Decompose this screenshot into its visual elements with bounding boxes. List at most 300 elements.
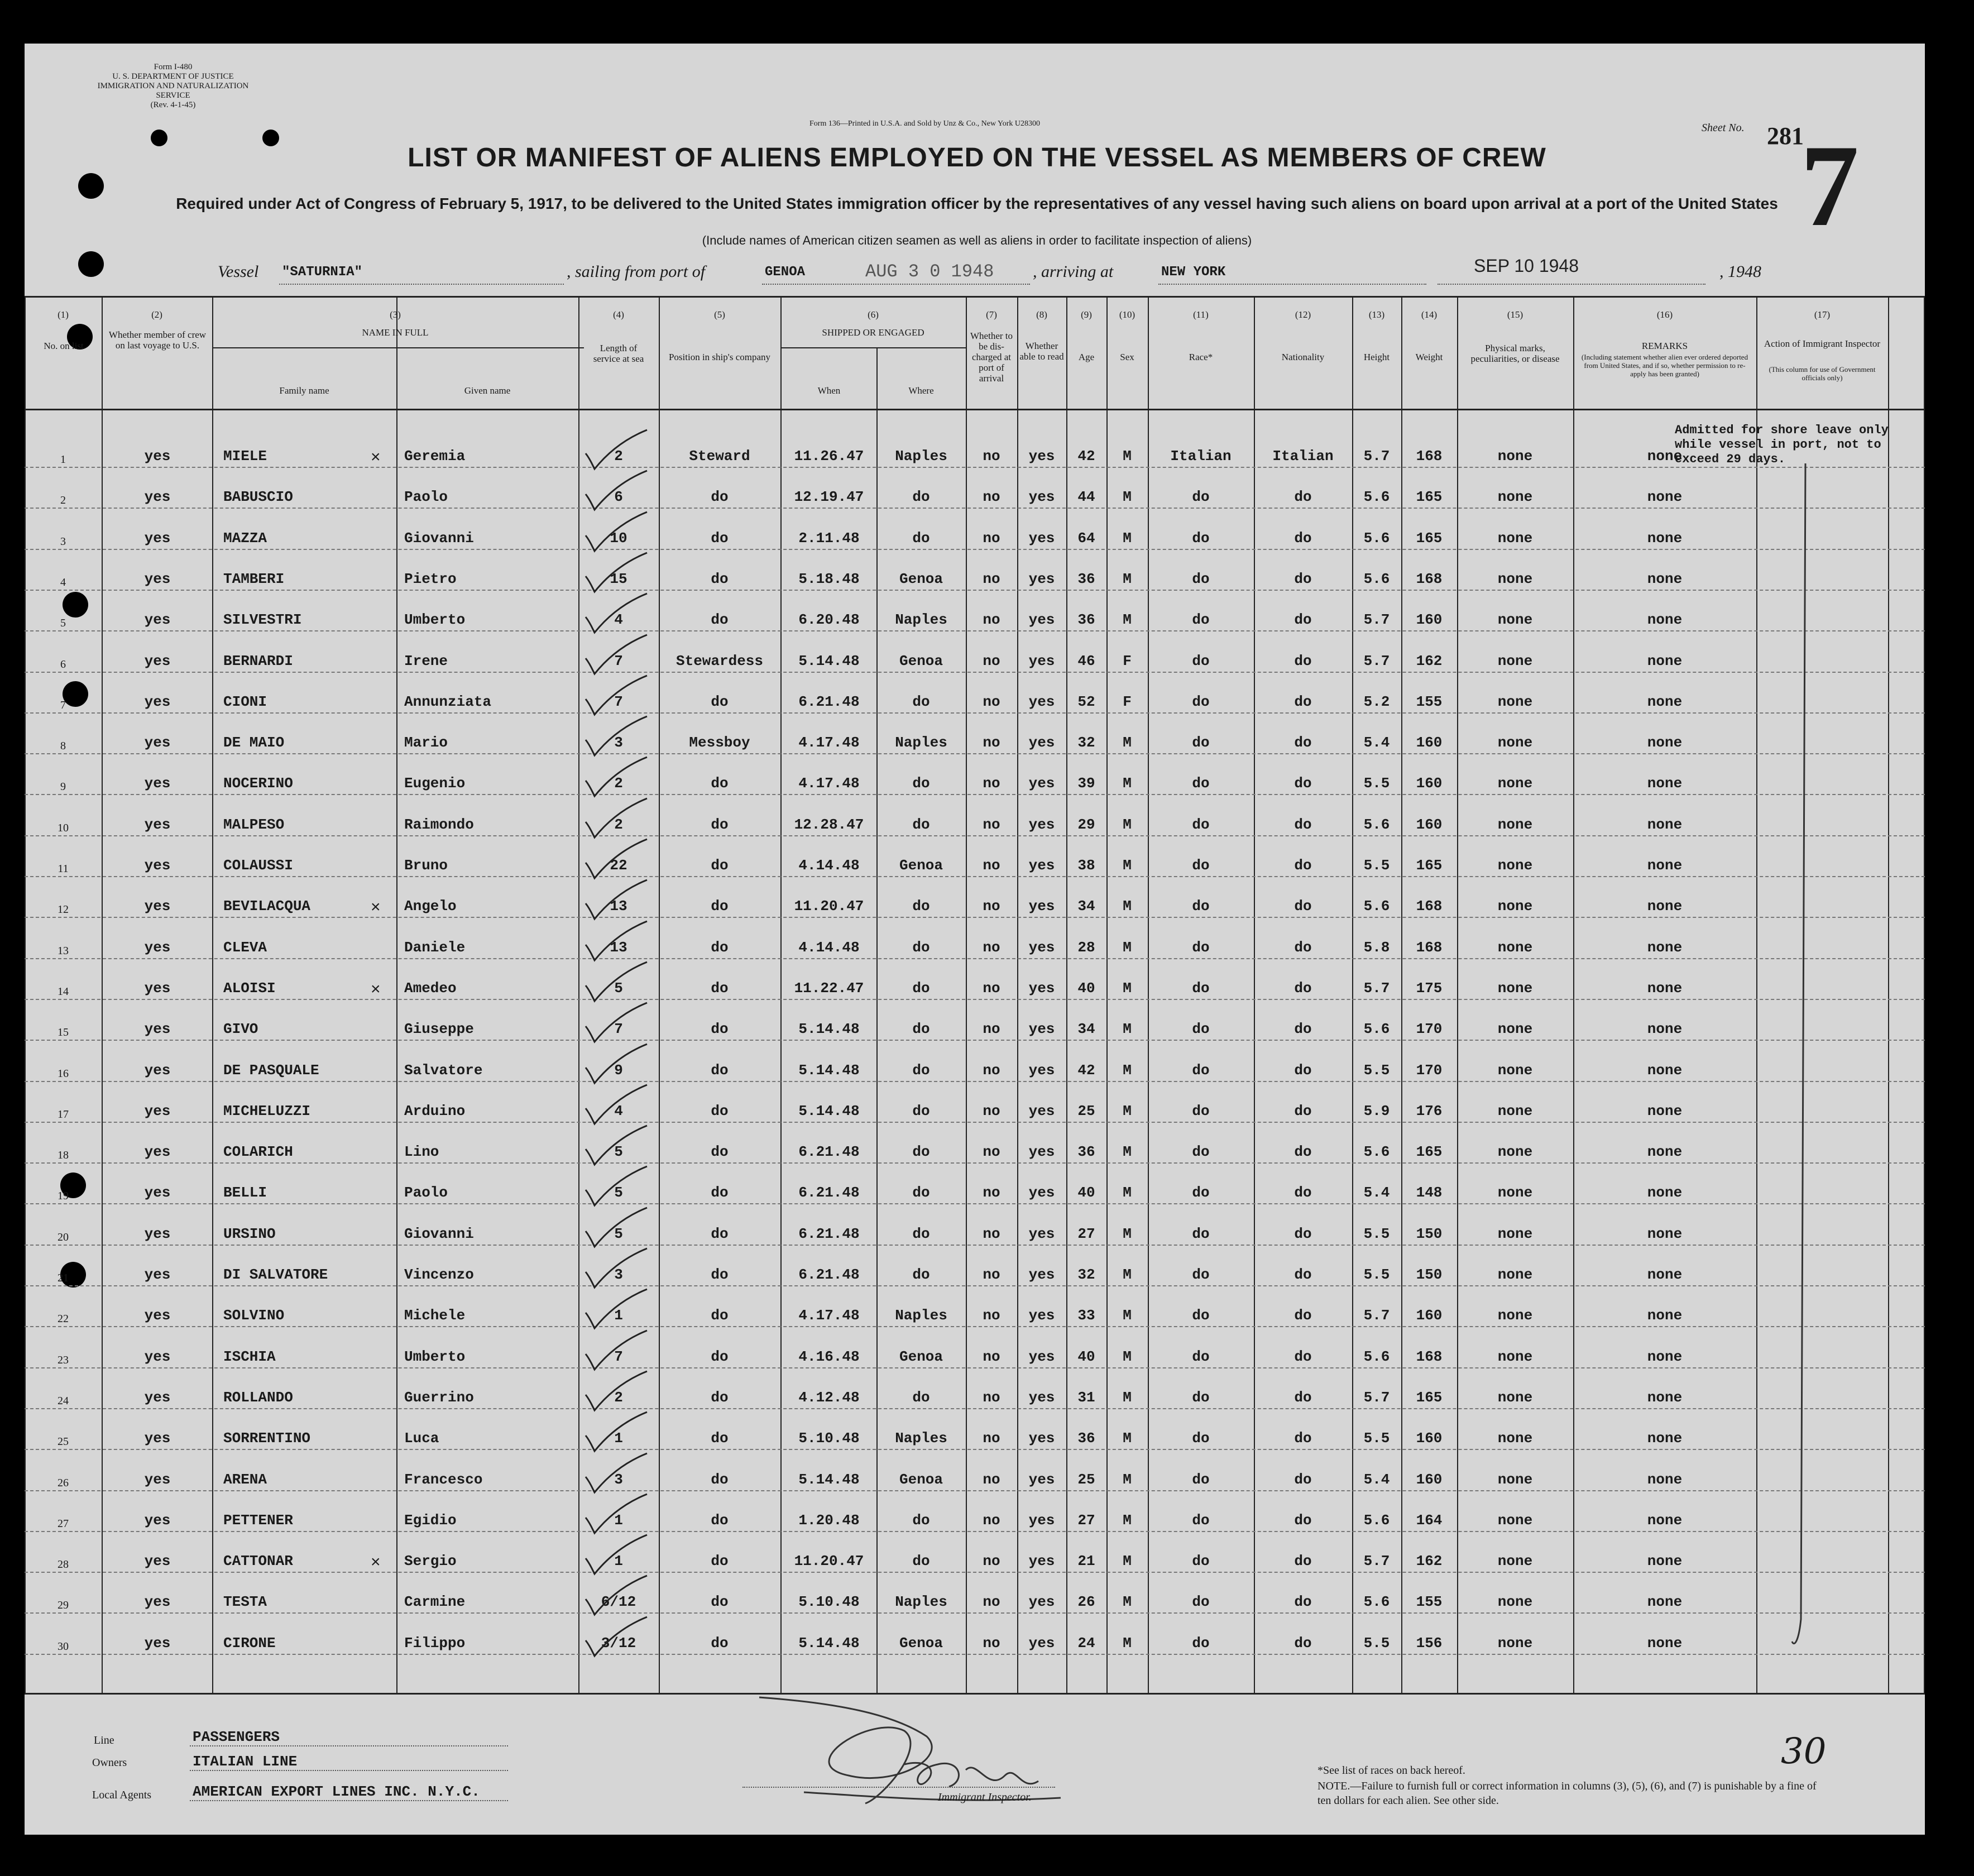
cell-height: 5.7 xyxy=(1363,1389,1390,1406)
cell-family: TAMBERI xyxy=(223,570,285,587)
cell-when: 5.14.48 xyxy=(798,1102,860,1119)
cell-where: do xyxy=(912,775,930,792)
cell-disch: no xyxy=(983,1266,1000,1283)
header-weight: Weight xyxy=(1415,352,1443,362)
cell-remarks: none xyxy=(1647,939,1683,956)
row-number: 10 xyxy=(58,821,69,834)
header-discharged: Whether to be dis-charged at port of arrival xyxy=(970,331,1013,384)
cell-height: 5.6 xyxy=(1363,489,1390,506)
cell-where: Genoa xyxy=(899,1634,943,1652)
check-mark-icon xyxy=(580,673,658,718)
cell-read: yes xyxy=(1028,775,1055,792)
cell-where: do xyxy=(912,1143,930,1161)
cell-phys: none xyxy=(1497,448,1533,465)
cell-read: yes xyxy=(1028,611,1055,629)
check-mark-icon xyxy=(580,1083,658,1127)
cell-height: 5.6 xyxy=(1363,1593,1390,1611)
cell-sex: M xyxy=(1123,816,1132,833)
cell-when: 11.22.47 xyxy=(794,979,864,997)
cell-read: yes xyxy=(1028,979,1055,997)
cell-disch: no xyxy=(983,775,1000,792)
cell-remarks: none xyxy=(1647,529,1683,547)
cell-position: do xyxy=(711,898,729,915)
cell-weight: 160 xyxy=(1416,1307,1443,1324)
cell-read: yes xyxy=(1028,1634,1055,1652)
cell-given: Giovanni xyxy=(404,1225,474,1242)
cell-weight: 162 xyxy=(1416,1553,1443,1570)
cell-disch: no xyxy=(983,857,1000,874)
vessel-label: Vessel xyxy=(218,262,259,281)
row-number: 23 xyxy=(58,1353,69,1366)
cell-nat: do xyxy=(1294,734,1312,752)
cell-service: 1 xyxy=(614,1430,623,1447)
header-shipped: SHIPPED OR ENGAGED xyxy=(822,327,924,338)
cell-age: 40 xyxy=(1077,979,1095,997)
row-rule xyxy=(25,958,1925,959)
col-num: (11) xyxy=(1193,309,1209,320)
cell-when: 4.14.48 xyxy=(798,857,860,874)
cell-age: 64 xyxy=(1077,529,1095,547)
cell-weight: 156 xyxy=(1416,1634,1443,1652)
cell-disch: no xyxy=(983,1430,1000,1447)
cell-remarks: none xyxy=(1647,570,1683,587)
cell-remarks: none xyxy=(1647,1061,1683,1079)
sheet-number: 281 xyxy=(1767,122,1804,150)
cell-sex: M xyxy=(1123,1389,1132,1406)
cell-sex: M xyxy=(1123,489,1132,506)
cell-disch: no xyxy=(983,734,1000,752)
cell-service: 1 xyxy=(614,1553,623,1570)
x-mark-icon: × xyxy=(371,898,381,917)
cell-read: yes xyxy=(1028,1553,1055,1570)
cell-position: Steward xyxy=(689,448,750,465)
cell-given: Bruno xyxy=(404,857,448,874)
check-mark-icon xyxy=(580,878,658,922)
cell-disch: no xyxy=(983,1471,1000,1488)
cell-service: 5 xyxy=(614,1143,623,1161)
cell-race: do xyxy=(1192,652,1210,669)
cell-race: do xyxy=(1192,1430,1210,1447)
row-number: 4 xyxy=(60,576,66,588)
cell-where: do xyxy=(912,1021,930,1038)
cell-phys: none xyxy=(1497,1553,1533,1570)
cell-sex: M xyxy=(1123,939,1132,956)
cell-sex: M xyxy=(1123,1307,1132,1324)
cell-nat: do xyxy=(1294,939,1312,956)
cell-weight: 150 xyxy=(1416,1266,1443,1283)
arrival-stamp: SEP 10 1948 xyxy=(1474,256,1579,276)
remark-note-line: exceed 29 days. xyxy=(1675,452,1786,466)
cell-race: do xyxy=(1192,1511,1210,1529)
cell-age: 32 xyxy=(1077,1266,1095,1283)
cell-height: 5.6 xyxy=(1363,529,1390,547)
x-mark-icon: × xyxy=(371,448,381,466)
cell-remarks: none xyxy=(1647,1307,1683,1324)
cell-nat: do xyxy=(1294,489,1312,506)
cell-sex: M xyxy=(1123,979,1132,997)
cell-given: Michele xyxy=(404,1307,466,1324)
cell-family: DE MAIO xyxy=(223,734,285,752)
cell-when: 4.17.48 xyxy=(798,734,860,752)
col-num: (10) xyxy=(1119,309,1135,320)
cell-age: 46 xyxy=(1077,652,1095,669)
cell-phys: none xyxy=(1497,857,1533,874)
cell-phys: none xyxy=(1497,1389,1533,1406)
cell-family: CIRONE xyxy=(223,1634,276,1652)
col-num: (1) xyxy=(58,309,69,320)
check-mark-icon xyxy=(580,1205,658,1250)
row-rule xyxy=(25,630,1925,631)
col-num: (16) xyxy=(1656,309,1673,320)
cell-family: MICHELUZZI xyxy=(223,1102,311,1119)
remark-note-line: Admitted for shore leave only xyxy=(1675,423,1889,437)
row-rule xyxy=(25,1245,1925,1246)
cell-remarks: none xyxy=(1647,611,1683,629)
cell-read: yes xyxy=(1028,1184,1055,1202)
cell-race: do xyxy=(1192,1102,1210,1119)
cell-read: yes xyxy=(1028,448,1055,465)
row-number: 8 xyxy=(60,740,66,753)
cell-family: BERNARDI xyxy=(223,652,293,669)
cell-when: 12.28.47 xyxy=(794,816,864,833)
cell-when: 4.17.48 xyxy=(798,1307,860,1324)
cell-weight: 168 xyxy=(1416,939,1443,956)
cell-race: do xyxy=(1192,857,1210,874)
cell-when: 5.10.48 xyxy=(798,1593,860,1611)
cell-nat: do xyxy=(1294,693,1312,710)
cell-race: do xyxy=(1192,1307,1210,1324)
cell-sex: M xyxy=(1123,1061,1132,1079)
row-rule xyxy=(25,999,1925,1000)
cell-when: 12.19.47 xyxy=(794,489,864,506)
cell-given: Irene xyxy=(404,652,448,669)
cell-race: do xyxy=(1192,979,1210,997)
cell-crew: yes xyxy=(144,529,171,547)
cell-phys: none xyxy=(1497,1430,1533,1447)
cell-age: 44 xyxy=(1077,489,1095,506)
cell-weight: 165 xyxy=(1416,857,1443,874)
cell-weight: 165 xyxy=(1416,489,1443,506)
cell-given: Daniele xyxy=(404,939,466,956)
cell-height: 5.6 xyxy=(1363,898,1390,915)
cell-position: do xyxy=(711,775,729,792)
cell-where: Genoa xyxy=(899,1348,943,1365)
cell-sex: F xyxy=(1123,693,1132,710)
row-rule xyxy=(25,917,1925,918)
cell-where: Naples xyxy=(895,1430,947,1447)
row-number: 30 xyxy=(58,1640,69,1653)
cell-height: 5.8 xyxy=(1363,939,1390,956)
cell-given: Paolo xyxy=(404,489,448,506)
cell-sex: M xyxy=(1123,1471,1132,1488)
cell-sex: M xyxy=(1123,857,1132,874)
cell-race: do xyxy=(1192,1471,1210,1488)
cell-sex: M xyxy=(1123,570,1132,587)
department-block xyxy=(84,63,262,110)
row-rule xyxy=(25,1162,1925,1164)
check-mark-icon xyxy=(580,1246,658,1291)
cell-position: do xyxy=(711,693,729,710)
row-rule xyxy=(25,467,1925,468)
cell-position: do xyxy=(711,816,729,833)
cell-given: Mario xyxy=(404,734,448,752)
row-number: 24 xyxy=(58,1394,69,1407)
cell-service: 3 xyxy=(614,734,623,752)
cell-sex: M xyxy=(1123,1511,1132,1529)
cell-height: 5.7 xyxy=(1363,652,1390,669)
cell-disch: no xyxy=(983,1634,1000,1652)
cell-disch: no xyxy=(983,1143,1000,1161)
cell-when: 4.16.48 xyxy=(798,1348,860,1365)
row-number: 13 xyxy=(58,944,69,957)
cell-nat: do xyxy=(1294,1553,1312,1570)
cell-age: 25 xyxy=(1077,1471,1095,1488)
x-mark-icon: × xyxy=(371,979,381,998)
header-name-full: NAME IN FULL xyxy=(362,327,429,338)
cell-race: do xyxy=(1192,1266,1210,1283)
row-rule xyxy=(25,712,1925,714)
row-number: 5 xyxy=(60,617,66,630)
row-number: 21 xyxy=(58,1272,69,1284)
cell-weight: 168 xyxy=(1416,898,1443,915)
cell-family: DE PASQUALE xyxy=(223,1061,319,1079)
arriving-port: NEW YORK xyxy=(1161,265,1226,280)
check-mark-icon xyxy=(580,551,658,595)
cell-when: 6.21.48 xyxy=(798,1184,860,1202)
row-number: 2 xyxy=(60,494,66,507)
cell-read: yes xyxy=(1028,1021,1055,1038)
cell-remarks: none xyxy=(1647,1348,1683,1365)
cell-crew: yes xyxy=(144,1511,171,1529)
cell-position: do xyxy=(711,1348,729,1365)
check-mark-icon xyxy=(580,1042,658,1087)
cell-nat: do xyxy=(1294,1389,1312,1406)
cell-age: 27 xyxy=(1077,1511,1095,1529)
cell-crew: yes xyxy=(144,1593,171,1611)
cell-remarks: none xyxy=(1647,1102,1683,1119)
cell-where: Naples xyxy=(895,1593,947,1611)
cell-position: do xyxy=(711,1553,729,1570)
cell-height: 5.7 xyxy=(1363,1553,1390,1570)
cell-nat: do xyxy=(1294,1225,1312,1242)
cell-phys: none xyxy=(1497,939,1533,956)
cell-phys: none xyxy=(1497,570,1533,587)
cell-age: 40 xyxy=(1077,1184,1095,1202)
footer-owners-value: ITALIAN LINE xyxy=(193,1753,298,1770)
header-position: Position in ship's company xyxy=(668,352,771,362)
check-mark-icon xyxy=(580,1573,658,1618)
cell-disch: no xyxy=(983,1348,1000,1365)
cell-service: 4 xyxy=(614,611,623,629)
col-num: (14) xyxy=(1421,309,1438,320)
cell-remarks: none xyxy=(1647,1430,1683,1447)
cell-phys: none xyxy=(1497,775,1533,792)
cell-given: Sergio xyxy=(404,1553,457,1570)
cell-nat: do xyxy=(1294,1102,1312,1119)
cell-position: do xyxy=(711,1430,729,1447)
cell-disch: no xyxy=(983,898,1000,915)
cell-remarks: none xyxy=(1647,1143,1683,1161)
cell-where: Naples xyxy=(895,734,947,752)
row-rule xyxy=(25,1572,1925,1573)
cell-nat: do xyxy=(1294,1430,1312,1447)
cell-where: do xyxy=(912,1102,930,1119)
cell-height: 5.7 xyxy=(1363,611,1390,629)
col-num: (13) xyxy=(1368,309,1385,320)
cell-disch: no xyxy=(983,1225,1000,1242)
row-number: 18 xyxy=(58,1149,69,1162)
cell-service: 7 xyxy=(614,652,623,669)
cell-weight: 168 xyxy=(1416,570,1443,587)
cell-nat: do xyxy=(1294,1184,1312,1202)
cell-position: do xyxy=(711,529,729,547)
handwritten-page-number: 7 xyxy=(1800,121,1859,251)
cell-remarks: none xyxy=(1647,652,1683,669)
cell-remarks: none xyxy=(1647,693,1683,710)
cell-crew: yes xyxy=(144,979,171,997)
cell-given: Vincenzo xyxy=(404,1266,474,1283)
row-rule xyxy=(25,794,1925,795)
cell-given: Salvatore xyxy=(404,1061,483,1079)
cell-race: do xyxy=(1192,898,1210,915)
cell-sex: M xyxy=(1123,775,1132,792)
cell-sex: M xyxy=(1123,611,1132,629)
year-label: , 1948 xyxy=(1719,262,1761,281)
cell-where: do xyxy=(912,939,930,956)
row-rule xyxy=(25,1449,1925,1450)
cell-given: Geremia xyxy=(404,448,466,465)
cell-age: 42 xyxy=(1077,448,1095,465)
cell-remarks: none xyxy=(1647,898,1683,915)
row-number: 19 xyxy=(58,1190,69,1203)
cell-family: ISCHIA xyxy=(223,1348,276,1365)
cell-crew: yes xyxy=(144,1430,171,1447)
cell-when: 5.14.48 xyxy=(798,1471,860,1488)
check-mark-icon xyxy=(580,1001,658,1045)
cell-read: yes xyxy=(1028,1348,1055,1365)
footer-line-value: PASSENGERS xyxy=(193,1729,280,1745)
page-title: LIST OR MANIFEST OF ALIENS EMPLOYED ON THE VESSEL AS MEMBERS OF CREW xyxy=(408,143,1546,173)
cell-height: 5.5 xyxy=(1363,1061,1390,1079)
cell-remarks: none xyxy=(1647,979,1683,997)
cell-nat: Italian xyxy=(1272,448,1334,465)
cell-age: 40 xyxy=(1077,1348,1095,1365)
cell-family: SILVESTRI xyxy=(223,611,302,629)
cell-sex: M xyxy=(1123,1430,1132,1447)
cell-race: do xyxy=(1192,1348,1210,1365)
cell-given: Paolo xyxy=(404,1184,448,1202)
cell-crew: yes xyxy=(144,1471,171,1488)
cell-weight: 176 xyxy=(1416,1102,1443,1119)
cell-height: 5.4 xyxy=(1363,1471,1390,1488)
sailing-port: GENOA xyxy=(765,265,806,280)
cell-when: 11.20.47 xyxy=(794,898,864,915)
cell-given: Annunziata xyxy=(404,693,492,710)
cell-remarks: none xyxy=(1647,1634,1683,1652)
cell-nat: do xyxy=(1294,1593,1312,1611)
cell-service: 6 xyxy=(614,489,623,506)
cell-where: do xyxy=(912,816,930,833)
cell-nat: do xyxy=(1294,1471,1312,1488)
department-name: U. S. DEPARTMENT OF JUSTICE xyxy=(112,72,234,81)
cell-when: 6.21.48 xyxy=(798,1143,860,1161)
cell-where: Genoa xyxy=(899,1471,943,1488)
service-name: IMMIGRATION AND NATURALIZATION SERVICE xyxy=(97,82,249,100)
note-text: —Failure to furnish full or correct information in columns (3), (5), (6), and (7) is punishable by a fine of ten dollars for each alien. See other side. xyxy=(1317,1780,1817,1807)
cell-sex: M xyxy=(1123,1266,1132,1283)
cell-crew: yes xyxy=(144,734,171,752)
cell-service: 5 xyxy=(614,1225,623,1242)
cell-nat: do xyxy=(1294,1634,1312,1652)
cell-family: BABUSCIO xyxy=(223,489,293,506)
cell-service: 5 xyxy=(614,1184,623,1202)
cell-crew: yes xyxy=(144,775,171,792)
cell-when: 5.14.48 xyxy=(798,652,860,669)
printer-line: Form 136—Printed in U.S.A. and Sold by Unz & Co., New York U28300 xyxy=(809,119,1041,128)
x-mark-icon: × xyxy=(371,1553,381,1572)
cell-height: 5.5 xyxy=(1363,857,1390,874)
cell-disch: no xyxy=(983,652,1000,669)
cell-position: do xyxy=(711,1021,729,1038)
cell-crew: yes xyxy=(144,1307,171,1324)
cell-age: 34 xyxy=(1077,1021,1095,1038)
check-mark-icon xyxy=(580,1615,658,1659)
cell-family: CIONI xyxy=(223,693,267,710)
cell-weight: 155 xyxy=(1416,693,1443,710)
cell-remarks: none xyxy=(1647,775,1683,792)
cell-height: 5.6 xyxy=(1363,1143,1390,1161)
cell-read: yes xyxy=(1028,939,1055,956)
fine-note xyxy=(1317,1779,1820,1808)
cell-family: URSINO xyxy=(223,1225,276,1242)
cell-given: Raimondo xyxy=(404,816,474,833)
cell-phys: none xyxy=(1497,652,1533,669)
cell-weight: 150 xyxy=(1416,1225,1443,1242)
cell-sex: M xyxy=(1123,1184,1132,1202)
check-mark-icon xyxy=(580,591,658,636)
header-no-on-list: No. on list xyxy=(44,341,84,351)
cell-crew: yes xyxy=(144,611,171,629)
cell-crew: yes xyxy=(144,489,171,506)
cell-crew: yes xyxy=(144,1389,171,1406)
cell-crew: yes xyxy=(144,1634,171,1652)
cell-phys: none xyxy=(1497,898,1533,915)
cell-service: 2 xyxy=(614,448,623,465)
cell-race: do xyxy=(1192,1061,1210,1079)
cell-family: BELLI xyxy=(223,1184,267,1202)
punch-hole xyxy=(78,173,104,199)
cell-disch: no xyxy=(983,939,1000,956)
cell-position: do xyxy=(711,570,729,587)
cell-service: 7 xyxy=(614,1021,623,1038)
cell-weight: 155 xyxy=(1416,1593,1443,1611)
cell-given: Egidio xyxy=(404,1511,457,1529)
cell-when: 5.14.48 xyxy=(798,1634,860,1652)
cell-height: 5.6 xyxy=(1363,816,1390,833)
cell-disch: no xyxy=(983,816,1000,833)
cell-remarks: none xyxy=(1647,1389,1683,1406)
header-sex: Sex xyxy=(1120,352,1134,362)
cell-position: do xyxy=(711,1184,729,1202)
cell-weight: 148 xyxy=(1416,1184,1443,1202)
cell-age: 29 xyxy=(1077,816,1095,833)
cell-service: 3 xyxy=(614,1471,623,1488)
check-mark-icon xyxy=(580,468,658,513)
cell-given: Umberto xyxy=(404,611,466,629)
cell-sex: M xyxy=(1123,1225,1132,1242)
cell-disch: no xyxy=(983,1511,1000,1529)
cell-where: Genoa xyxy=(899,652,943,669)
